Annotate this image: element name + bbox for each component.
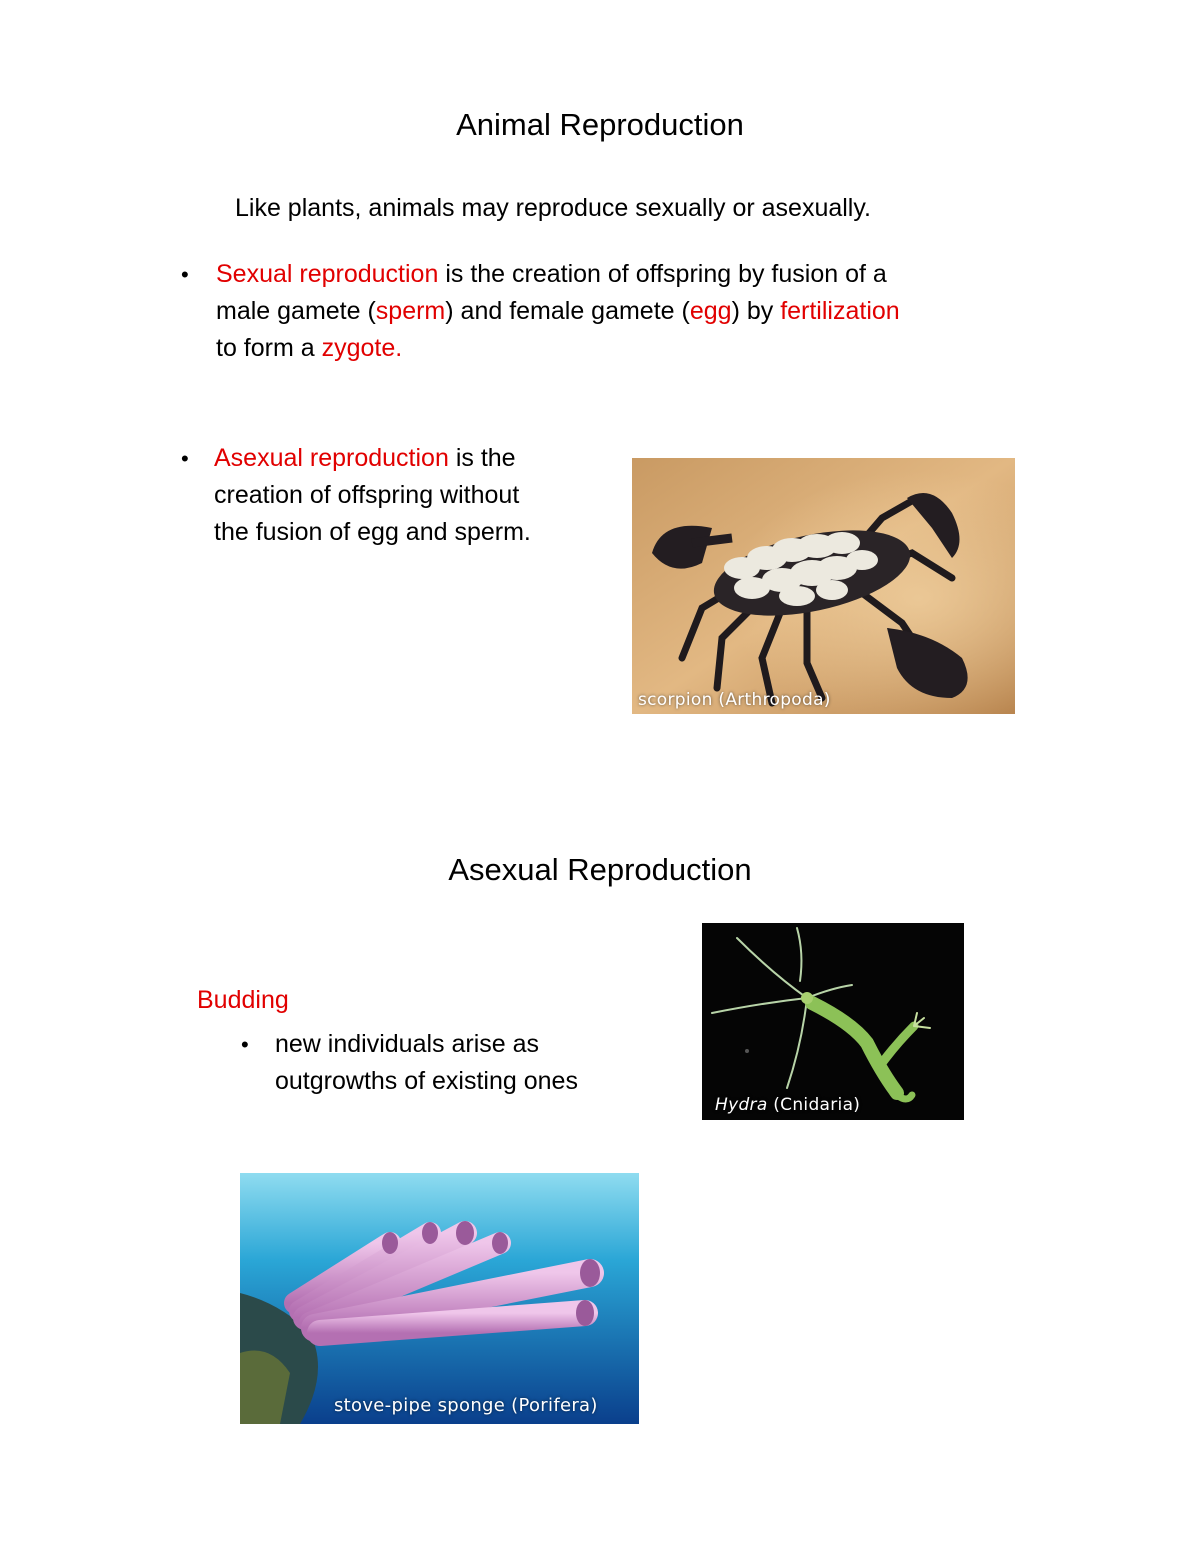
asexual-text-3: the fusion of egg and sperm. <box>214 518 531 546</box>
hydra-caption <box>715 1095 860 1115</box>
zygote-term: zygote. <box>321 334 403 362</box>
sexual-text-5: to form a <box>216 334 322 362</box>
sponge-photo <box>240 1173 639 1424</box>
asexual-text-2: creation of offspring without <box>214 481 520 509</box>
hydra-photo <box>702 923 964 1120</box>
bullet-icon: • <box>241 1032 249 1057</box>
sexual-text-4: ) by <box>731 297 781 325</box>
section-title: Asexual Reproduction <box>448 852 752 887</box>
sexual-reproduction-term: Sexual reproduction <box>216 260 439 288</box>
budding-heading: Budding <box>197 986 289 1014</box>
sexual-text-1: is the creation of offspring by fusion of a <box>438 260 887 288</box>
sexual-reproduction-paragraph <box>216 256 1016 367</box>
asexual-text-1: is the <box>448 444 516 472</box>
sponge-caption: stove-pipe sponge (Porifera) <box>334 1395 598 1416</box>
scorpion-caption: scorpion (Arthropoda) <box>638 690 831 710</box>
bullet-icon: • <box>181 262 189 287</box>
hydra-caption-genus: Hydra <box>715 1095 768 1115</box>
budding-description <box>275 1026 675 1100</box>
scorpion-photo <box>632 458 1015 714</box>
budding-text-2: outgrowths of existing ones <box>275 1067 578 1095</box>
sexual-text-3: ) and female gamete ( <box>445 297 690 325</box>
asexual-reproduction-term: Asexual reproduction <box>214 444 449 472</box>
asexual-reproduction-paragraph <box>214 440 614 551</box>
sperm-term: sperm <box>375 297 446 325</box>
sexual-text-2: male gamete ( <box>216 297 376 325</box>
egg-term: egg <box>689 297 732 325</box>
bullet-icon: • <box>181 446 189 471</box>
fertilization-term: fertilization <box>780 297 900 325</box>
budding-text-1: new individuals arise as <box>275 1030 540 1058</box>
intro-text: Like plants, animals may reproduce sexually or asexually. <box>235 194 871 222</box>
hydra-caption-phylum: (Cnidaria) <box>767 1095 861 1115</box>
page-title: Animal Reproduction <box>456 107 744 142</box>
